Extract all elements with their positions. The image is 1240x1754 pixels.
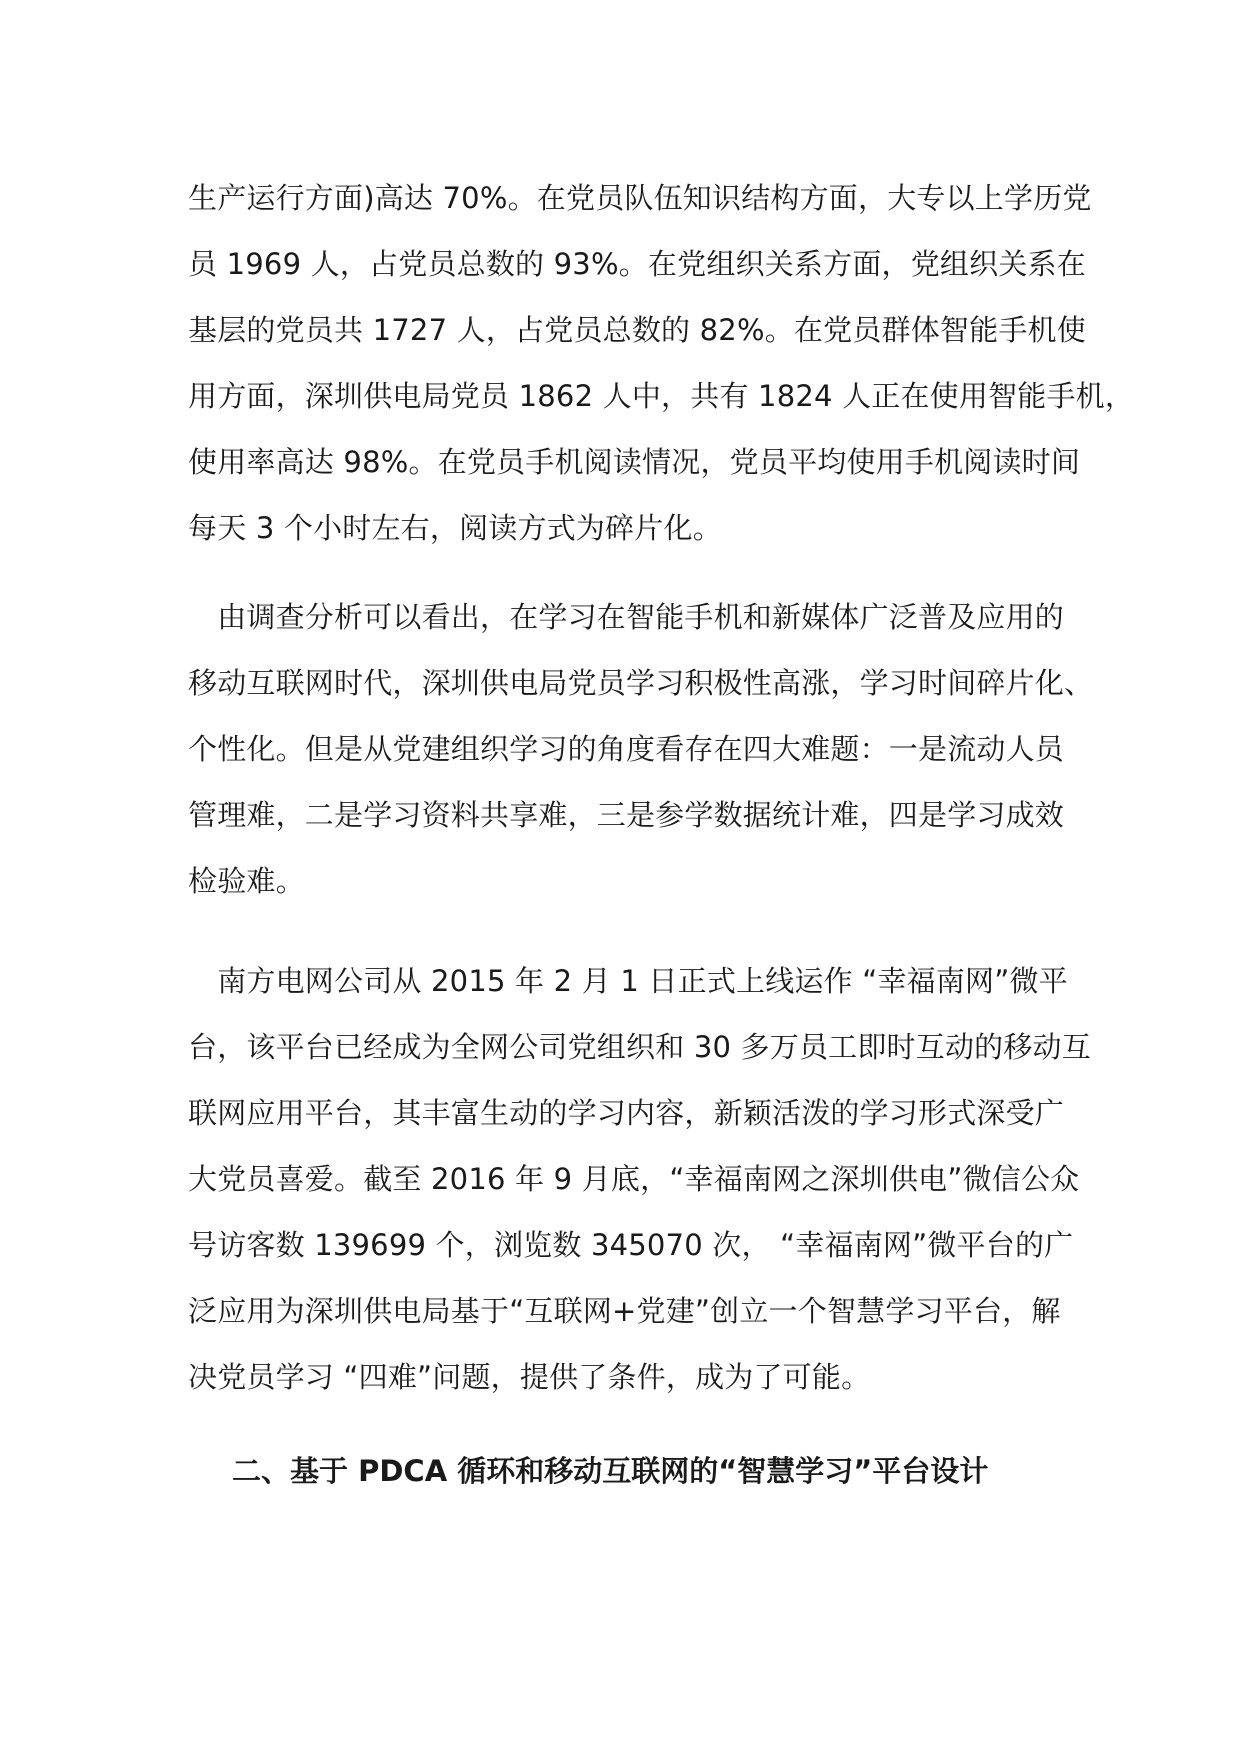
text-line: 员 1969 人，占党员总数的 93%。在党组织关系方面，党组织关系在 (188, 247, 1086, 281)
section-heading: 二、基于 PDCA 循环和移动互联网的“智慧学习”平台设计 (232, 1454, 989, 1488)
paragraph-3 (188, 948, 1091, 1410)
text-line: 管理难，二是学习资料共享难，三是参学数据统计难，四是学习成效 (188, 798, 1065, 832)
text-line: 使用率高达 98%。在党员手机阅读情况，党员平均使用手机阅读时间 (188, 445, 1081, 479)
text-line: 大党员喜爱。截至 2016 年 9 月底，“幸福南网之深圳供电”微信公众 (188, 1162, 1080, 1196)
text-line: 生产运行方面)高达 70%。在党员队伍知识结构方面，大专以上学历党 (188, 181, 1092, 215)
paragraph-2 (188, 584, 1094, 914)
paragraph-1 (188, 165, 1135, 561)
text-line: 基层的党员共 1727 人，占党员总数的 82%。在党员群体智能手机使 (188, 313, 1086, 347)
text-line: 检验难。 (188, 864, 305, 898)
text-line: 联网应用平台，其丰富生动的学习内容，新颖活泼的学习形式深受广 (188, 1096, 1065, 1130)
text-line: 个性化。但是从党建组织学习的角度看存在四大难题：一是流动人员 (188, 732, 1065, 766)
text-line: 决党员学习 “四难”问题，提供了条件，成为了可能。 (188, 1360, 871, 1394)
text-line: 泛应用为深圳供电局基于“互联网+党建”创立一个智慧学习平台，解 (188, 1294, 1061, 1328)
text-line: 南方电网公司从 2015 年 2 月 1 日正式上线运作 “幸福南网”微平 (188, 964, 1068, 998)
text-line: 用方面，深圳供电局党员 1862 人中，共有 1824 人正在使用智能手机， (188, 379, 1135, 413)
text-line: 由调查分析可以看出，在学习在智能手机和新媒体广泛普及应用的 (188, 600, 1065, 634)
text-line: 每天 3 个小时左右，阅读方式为碎片化。 (188, 511, 722, 545)
text-line: 台，该平台已经成为全网公司党组织和 30 多万员工即时互动的移动互 (188, 1030, 1091, 1064)
text-line: 号访客数 139699 个，浏览数 345070 次， “幸福南网”微平台的广 (188, 1228, 1074, 1262)
text-line: 移动互联网时代，深圳供电局党员学习积极性高涨，学习时间碎片化、 (188, 666, 1094, 700)
